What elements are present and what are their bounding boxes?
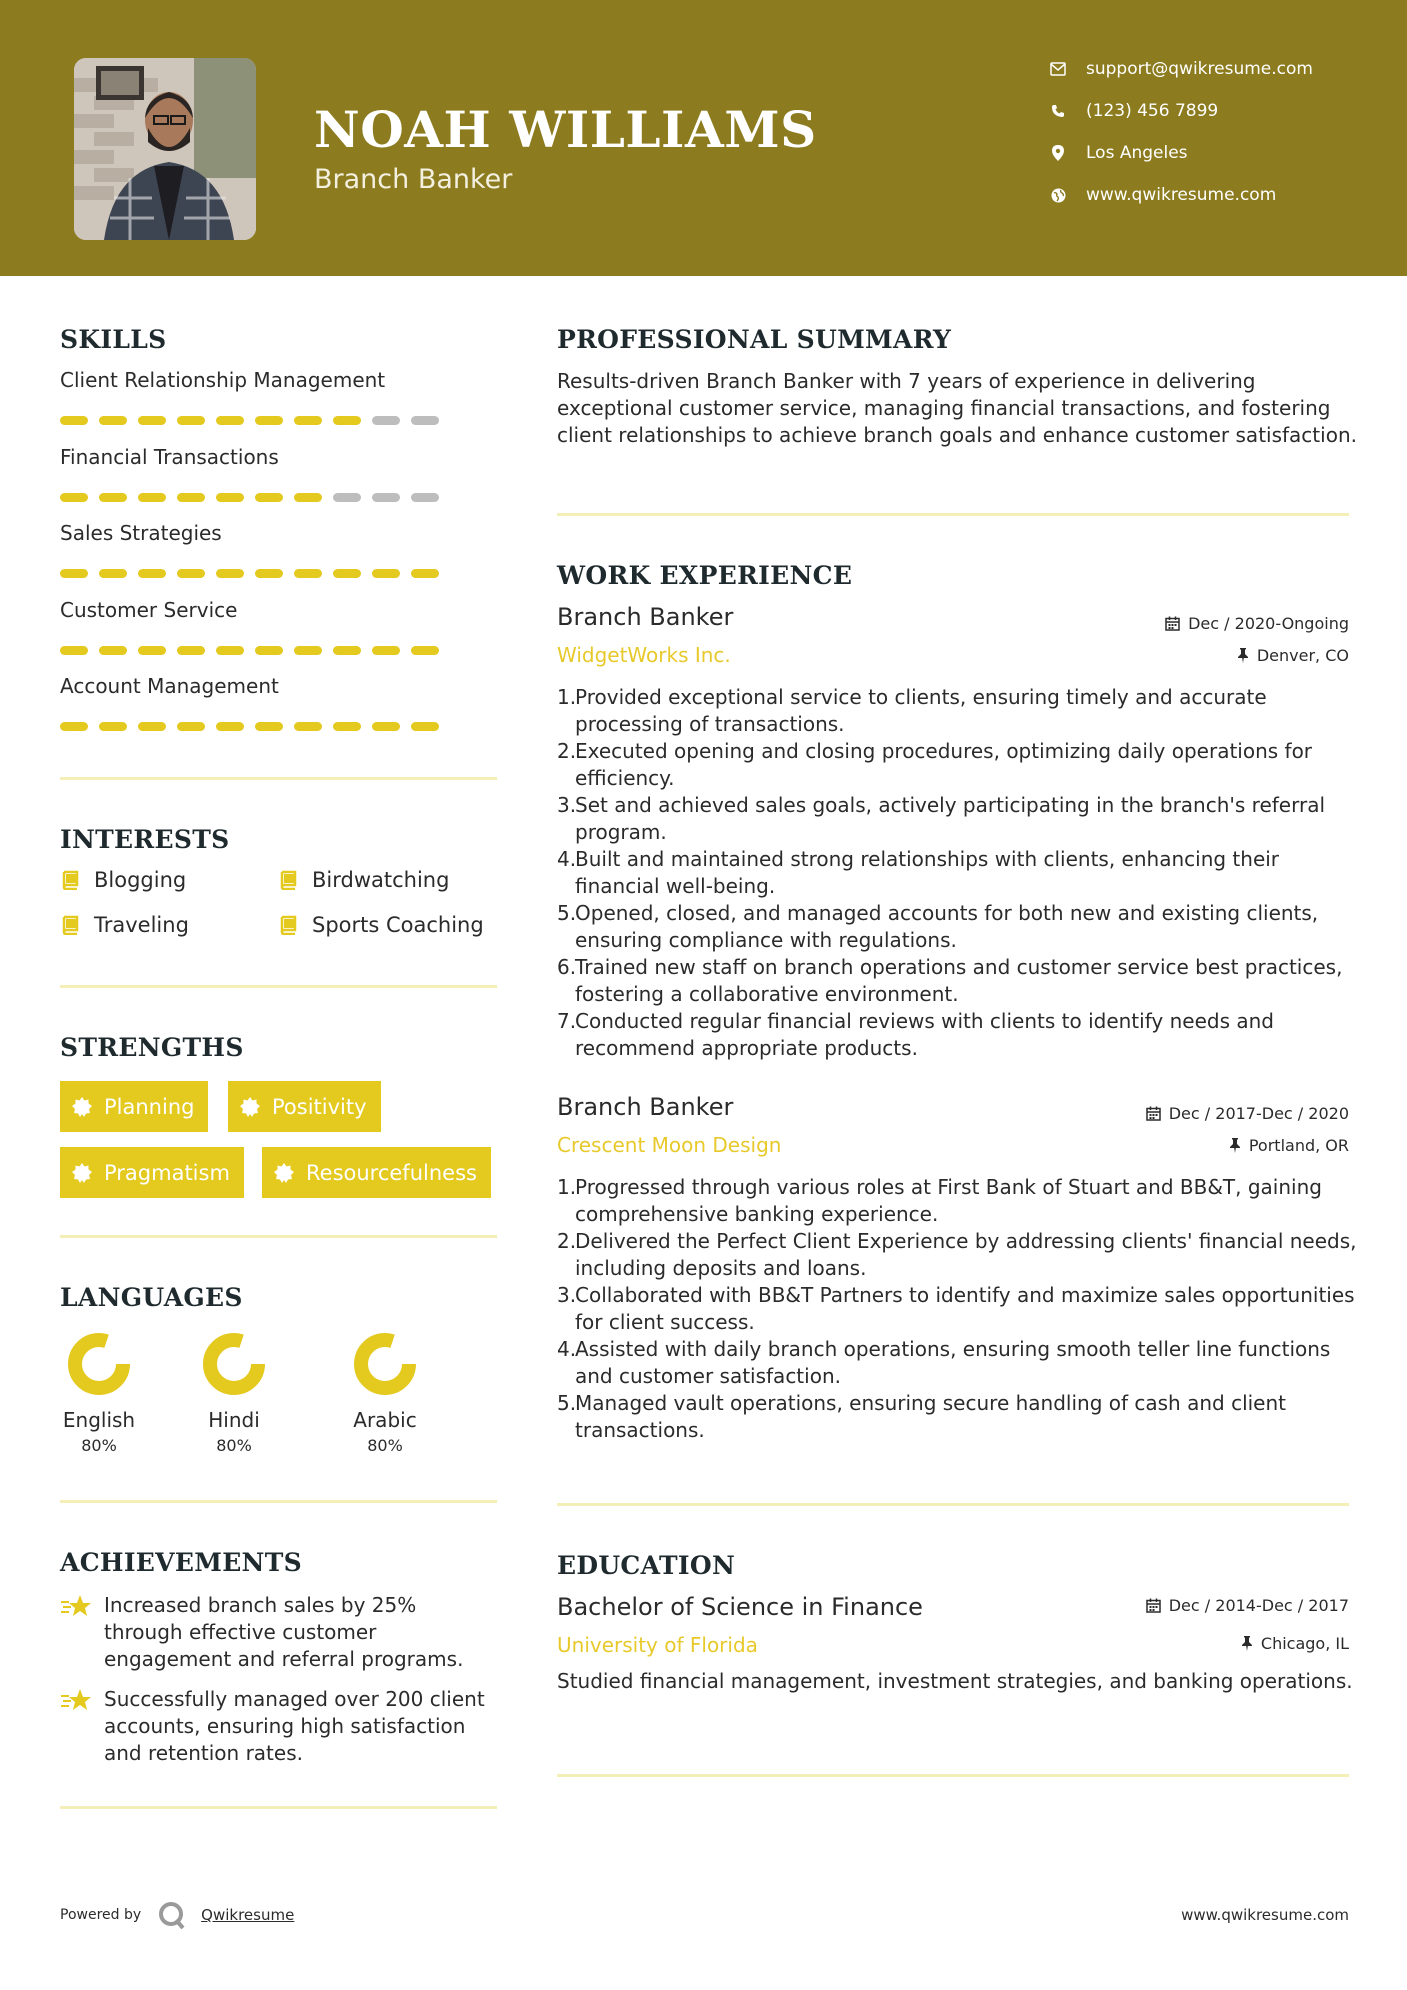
language-gauge (202, 1332, 266, 1396)
star-icon (60, 1592, 104, 1673)
job-company: WidgetWorks Inc. (557, 643, 731, 667)
calendar-icon (1165, 616, 1180, 631)
skill-level-dot (372, 646, 400, 655)
job-bullets (557, 684, 1357, 1062)
education-location-text: Chicago, IL (1260, 1634, 1349, 1653)
skill-level-dot (60, 722, 88, 731)
skill-level-dot (411, 646, 439, 655)
skill-level-dot (333, 646, 361, 655)
section-divider (557, 1503, 1349, 1506)
contact-website-text: www.qwikresume.com (1086, 185, 1277, 205)
skills-heading: SKILLS (60, 325, 167, 354)
skill-level-dot (216, 569, 244, 578)
skill-level-dot (60, 416, 88, 425)
bullet-number: 6. (557, 955, 577, 979)
job-company: Crescent Moon Design (557, 1133, 782, 1157)
education-dates (1146, 1596, 1349, 1615)
phone-icon (1050, 103, 1066, 119)
interest-item (60, 913, 189, 937)
map-pin-icon (1050, 145, 1066, 161)
skill-level-dot (216, 646, 244, 655)
contact-location-text: Los Angeles (1086, 143, 1188, 163)
contact-phone[interactable] (1050, 101, 1218, 121)
bullet-text: Progressed through various roles at First Bank of Stuart and BB&T, gaining comprehensive banking experience. (575, 1175, 1322, 1226)
achievement-text: Increased branch sales by 25% through effective customer engagement and referral programs. (104, 1593, 464, 1671)
skill-level-dot (177, 569, 205, 578)
section-divider (60, 1806, 497, 1809)
bullet-text: Collaborated with BB&T Partners to identify and maximize sales opportunities for client success. (575, 1283, 1355, 1334)
language-item (174, 1332, 294, 1455)
education-school: University of Florida (557, 1633, 758, 1657)
achievement-item (60, 1592, 500, 1673)
skill-level-dot (294, 569, 322, 578)
language-percent: 80% (81, 1436, 117, 1455)
skill-level-bar (60, 722, 450, 731)
bullet-number: 2. (557, 739, 577, 763)
job-bullet (557, 1282, 1357, 1336)
achievement-item (60, 1686, 500, 1767)
section-divider (60, 777, 497, 780)
skill-level-dot (60, 646, 88, 655)
job-bullet (557, 792, 1357, 846)
language-name: Hindi (208, 1408, 260, 1432)
skill-level-dot (411, 493, 439, 502)
bullet-number: 1. (557, 1175, 577, 1199)
skill-level-dot (216, 722, 244, 731)
job-bullet (557, 846, 1357, 900)
contact-website[interactable] (1050, 185, 1276, 205)
bullet-number: 3. (557, 1283, 577, 1307)
job-location-text: Portland, OR (1248, 1136, 1349, 1155)
calendar-icon (1146, 1106, 1161, 1121)
profile-photo (74, 58, 256, 240)
job-location (1229, 1136, 1349, 1155)
pushpin-icon (1237, 648, 1249, 663)
resume-header (0, 0, 1407, 276)
section-divider (60, 1235, 497, 1238)
bullet-number: 7. (557, 1009, 577, 1033)
languages-heading: LANGUAGES (60, 1283, 243, 1312)
summary-text: Results-driven Branch Banker with 7 years of experience in delivering exceptional customer service, managing financial transactions, and fostering client relationships to achieve branch goals and enhance customer satisfaction. (557, 369, 1357, 447)
skill-level-dot (255, 569, 283, 578)
interest-item (60, 868, 186, 892)
pushpin-icon (1241, 1636, 1253, 1651)
education-location (1241, 1634, 1349, 1653)
bullet-number: 4. (557, 847, 577, 871)
skill-level-dot (294, 646, 322, 655)
skill-level-dot (177, 722, 205, 731)
strength-label: Positivity (272, 1094, 367, 1119)
skill-level-dot (60, 493, 88, 502)
language-gauge-arc (361, 1340, 409, 1388)
interests-heading: INTERESTS (60, 825, 230, 854)
skill-label: Client Relationship Management (60, 368, 386, 392)
job-location-text: Denver, CO (1256, 646, 1349, 665)
interest-label: Birdwatching (312, 868, 450, 892)
strengths-heading: STRENGTHS (60, 1033, 244, 1062)
job-bullet (557, 954, 1357, 1008)
skill-level-dot (99, 493, 127, 502)
bullet-text: Trained new staff on branch operations and customer service best practices, fostering a collaborative environment. (575, 955, 1343, 1006)
language-gauge (353, 1332, 417, 1396)
powered-by-label: Powered by (60, 1907, 142, 1923)
skill-level-dot (177, 493, 205, 502)
skill-level-dot (177, 646, 205, 655)
job-location (1237, 646, 1349, 665)
calendar-icon (1146, 1598, 1161, 1613)
strength-label: Planning (104, 1094, 195, 1119)
job-bullet (557, 1174, 1357, 1228)
language-gauge-arc (75, 1340, 123, 1388)
summary-heading: PROFESSIONAL SUMMARY (557, 325, 952, 354)
job-bullet (557, 738, 1357, 792)
skill-level-dot (99, 722, 127, 731)
strength-label: Resourcefulness (306, 1160, 477, 1185)
skill-level-dot (333, 722, 361, 731)
job-dates-text: Dec / 2020-Ongoing (1188, 614, 1349, 633)
bullet-number: 5. (557, 901, 577, 925)
skill-level-bar (60, 569, 450, 578)
bullet-text: Conducted regular financial reviews with clients to identify needs and recommend appropriate products. (575, 1009, 1274, 1060)
job-dates (1146, 1104, 1349, 1123)
qwikresume-logo-icon (157, 1900, 187, 1930)
book-icon (60, 915, 80, 935)
bullet-text: Assisted with daily branch operations, ensuring smooth teller line functions and customer satisfaction. (575, 1337, 1331, 1388)
job-bullet (557, 900, 1357, 954)
strength-label: Pragmatism (104, 1160, 230, 1185)
bullet-number: 1. (557, 685, 577, 709)
skill-level-bar (60, 646, 450, 655)
skill-level-dot (138, 416, 166, 425)
skill-level-dot (99, 646, 127, 655)
skill-level-dot (333, 416, 361, 425)
bullet-text: Built and maintained strong relationships with clients, enhancing their financial well-being. (575, 847, 1280, 898)
skill-level-dot (255, 646, 283, 655)
skill-label: Customer Service (60, 597, 238, 622)
education-heading: EDUCATION (557, 1551, 736, 1580)
skill-level-bar (60, 416, 450, 425)
skill-level-dot (372, 569, 400, 578)
contact-email-text: support@qwikresume.com (1086, 59, 1313, 79)
footer-website[interactable]: www.qwikresume.com (1181, 1906, 1349, 1924)
contact-email[interactable] (1050, 59, 1313, 79)
skill-level-dot (216, 416, 244, 425)
book-icon (278, 870, 298, 890)
bullet-text: Opened, closed, and managed accounts for both new and existing clients, ensuring compliance with regulations. (575, 901, 1319, 952)
skill-level-dot (411, 722, 439, 731)
bullet-number: 5. (557, 1391, 577, 1415)
skill-level-bar (60, 493, 450, 502)
language-item (325, 1332, 445, 1455)
candidate-title: Branch Banker (314, 164, 513, 195)
education-description: Studied financial management, investment strategies, and banking operations. (557, 1669, 1353, 1693)
achievement-text: Successfully managed over 200 client accounts, ensuring high satisfaction and retention rates. (104, 1687, 485, 1765)
interest-label: Blogging (94, 868, 187, 892)
section-divider (557, 513, 1349, 516)
language-name: English (62, 1408, 136, 1432)
language-gauge-arc (210, 1340, 258, 1388)
globe-icon (1050, 187, 1066, 203)
skill-level-dot (99, 416, 127, 425)
skill-level-dot (177, 416, 205, 425)
strength-tag (60, 1147, 244, 1198)
job-dates (1165, 614, 1349, 633)
bullet-text: Set and achieved sales goals, actively participating in the branch's referral program. (575, 793, 1326, 844)
achievements-heading: ACHIEVEMENTS (60, 1548, 302, 1577)
job-title: Branch Banker (557, 1093, 734, 1121)
interest-item (278, 868, 449, 892)
skill-level-dot (372, 493, 400, 502)
section-divider (60, 985, 497, 988)
skill-label: Sales Strategies (60, 521, 222, 545)
strength-tag (60, 1081, 208, 1132)
footer-powered-by (60, 1900, 294, 1930)
strength-tag (228, 1081, 381, 1132)
badge-icon (240, 1097, 260, 1117)
bullet-number: 2. (557, 1229, 577, 1253)
skill-label: Account Management (60, 674, 279, 698)
strength-tag (262, 1147, 491, 1198)
bullet-text: Managed vault operations, ensuring secure handling of cash and client transactions. (575, 1391, 1287, 1442)
language-item (39, 1332, 159, 1455)
contact-phone-text: (123) 456 7899 (1086, 101, 1219, 121)
skill-level-dot (333, 569, 361, 578)
job-bullet (557, 684, 1357, 738)
language-name: Arabic (353, 1408, 417, 1432)
job-title: Branch Banker (557, 603, 734, 631)
skill-level-dot (138, 569, 166, 578)
skill-level-dot (411, 416, 439, 425)
job-dates-text: Dec / 2017-Dec / 2020 (1168, 1104, 1349, 1123)
education-dates-text: Dec / 2014-Dec / 2017 (1168, 1596, 1349, 1615)
badge-icon (72, 1163, 92, 1183)
education-degree: Bachelor of Science in Finance (557, 1593, 923, 1621)
book-icon (278, 915, 298, 935)
badge-icon (274, 1163, 294, 1183)
skill-level-dot (138, 646, 166, 655)
bullet-number: 3. (557, 793, 577, 817)
qwikresume-link[interactable]: Qwikresume (201, 1906, 295, 1924)
book-icon (60, 870, 80, 890)
skill-level-dot (255, 722, 283, 731)
skill-level-dot (216, 493, 244, 502)
section-divider (60, 1500, 497, 1503)
interest-label: Traveling (94, 913, 189, 937)
bullet-text: Executed opening and closing procedures, optimizing daily operations for efficiency. (575, 739, 1313, 790)
skill-level-dot (372, 416, 400, 425)
skill-level-dot (294, 493, 322, 502)
skill-level-dot (255, 416, 283, 425)
skill-level-dot (294, 416, 322, 425)
skill-level-dot (138, 722, 166, 731)
skill-level-dot (411, 569, 439, 578)
skill-level-dot (255, 493, 283, 502)
experience-heading: WORK EXPERIENCE (557, 561, 853, 590)
language-percent: 80% (367, 1436, 403, 1455)
language-gauge (67, 1332, 131, 1396)
section-divider (557, 1774, 1349, 1777)
bullet-text: Delivered the Perfect Client Experience by addressing clients' financial needs, including deposits and loans. (575, 1229, 1357, 1280)
interest-label: Sports Coaching (312, 913, 484, 937)
job-bullet (557, 1008, 1357, 1062)
bullet-text: Provided exceptional service to clients, ensuring timely and accurate processing of transactions. (575, 685, 1267, 736)
badge-icon (72, 1097, 92, 1117)
interest-item (278, 913, 484, 937)
job-bullets (557, 1174, 1357, 1444)
envelope-icon (1050, 61, 1066, 77)
job-bullet (557, 1390, 1357, 1444)
skill-label: Financial Transactions (60, 444, 279, 469)
skill-level-dot (60, 569, 88, 578)
star-icon (60, 1686, 104, 1767)
skill-level-dot (372, 722, 400, 731)
bullet-number: 4. (557, 1337, 577, 1361)
skill-level-dot (333, 493, 361, 502)
pushpin-icon (1229, 1138, 1241, 1153)
skill-level-dot (294, 722, 322, 731)
candidate-name: NOAH WILLIAMS (314, 100, 817, 159)
contact-location (1050, 143, 1188, 163)
skill-level-dot (138, 493, 166, 502)
language-percent: 80% (216, 1436, 252, 1455)
job-bullet (557, 1336, 1357, 1390)
skill-level-dot (99, 569, 127, 578)
job-bullet (557, 1228, 1357, 1282)
